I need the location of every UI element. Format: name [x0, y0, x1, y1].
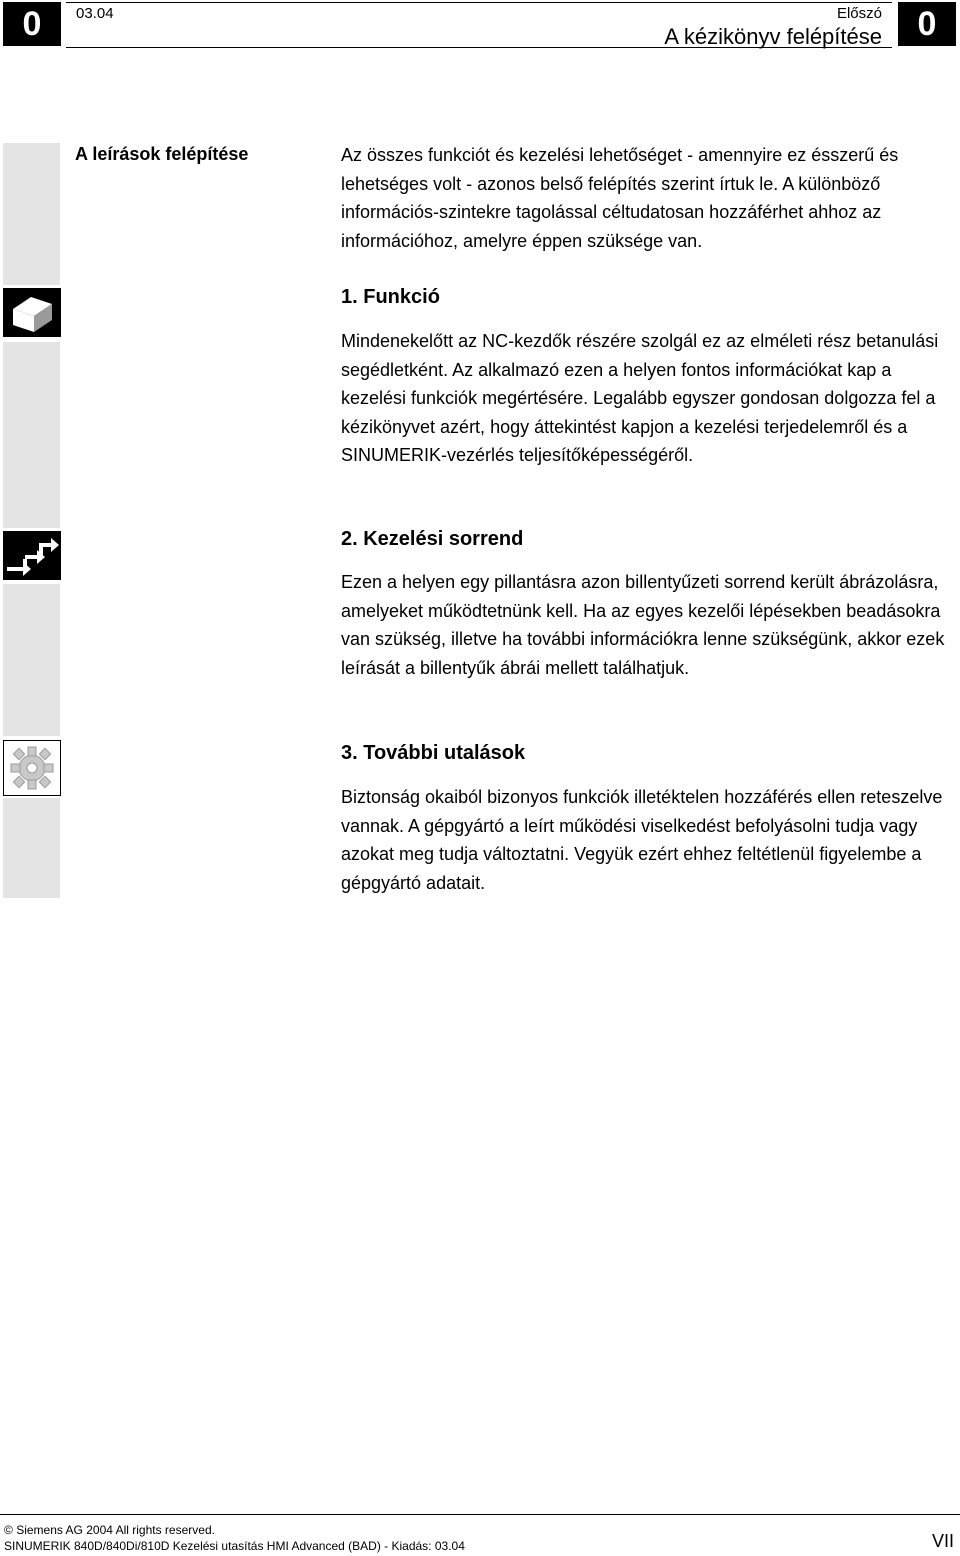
footer-copyright: [4, 1523, 215, 1537]
header-section: Előszó: [836, 5, 882, 22]
page-title: A kézikönyv felépítése: [664, 24, 882, 49]
intro-paragraph: Az összes funkciót és kezelési lehetőséget - amennyire ez ésszerű és lehetséges volt - azonos belső felépítés szerint írtuk le. A különböző információs-szintekre tagolással céltudatosan hozzáférhet ahhoz az információhoz, amelyre éppen szüksége van.: [341, 145, 899, 251]
chapter-number-right: 0: [898, 2, 956, 46]
side-heading: A leírások felépítése: [75, 144, 249, 164]
header-top-rule: [66, 2, 892, 3]
sidebar-strip: [3, 798, 60, 898]
section-heading-sequence: 2. Kezelési sorrend: [341, 528, 524, 550]
section-body-function: Mindenekelőtt az NC-kezdők részére szolgál ez az elméleti rész betanulási segédletként. Az alkalmazó ezen a helyen fontos információkat kap a kezelési funkciók megértésére. Legalább egyszer gondosan dolgozza fel a kézikönyvet azért, hogy áttekintést kapjon a kezelési terjedelemről és a SINUMERIK-vezérlés teljesítőképességéről.: [341, 331, 939, 465]
footer-rule: [0, 1514, 960, 1515]
gear-icon: [3, 740, 61, 796]
section-heading-notes: 3. További utalások: [341, 742, 526, 764]
sidebar-strip: [3, 584, 60, 736]
sequence-arrows-icon: [3, 531, 61, 580]
sidebar-strip: [3, 143, 60, 285]
chapter-number-left: 0: [3, 2, 61, 46]
page-number: VII: [931, 1531, 954, 1551]
header-date: 03.04: [76, 5, 114, 22]
section-body-notes: Biztonság okaiból bizonyos funkciók illetéktelen hozzáférés ellen reteszelve vannak. A gépgyártó a leírt működési viselkedést befolyásolni tudja vagy azokat meg tudja változtatni. Vegyük ezért ehhez feltétlenül figyelembe a gépgyártó adatait.: [341, 787, 943, 893]
section-heading-function: 1. Funkció: [341, 286, 440, 308]
section-body-sequence: Ezen a helyen egy pillantásra azon billentyűzeti sorrend került ábrázolásra, amelyeket működtetnünk kell. Ha az egyes kezelői lépésekben beadásokra van szükség, illetve ha további információkra lenne szükségünk, akkor ezek leírását a billentyűk ábrái mellett találhatjuk.: [341, 572, 945, 678]
copyright-symbol: ©: [4, 1523, 13, 1537]
sidebar-strip: [3, 342, 60, 528]
footer-manual-title: SINUMERIK 840D/840Di/810D Kezelési utasítás HMI Advanced (BAD) - Kiadás: 03.04: [4, 1539, 465, 1553]
cube-icon: [3, 288, 61, 337]
copyright-text: Siemens AG 2004 All rights reserved.: [16, 1523, 215, 1537]
